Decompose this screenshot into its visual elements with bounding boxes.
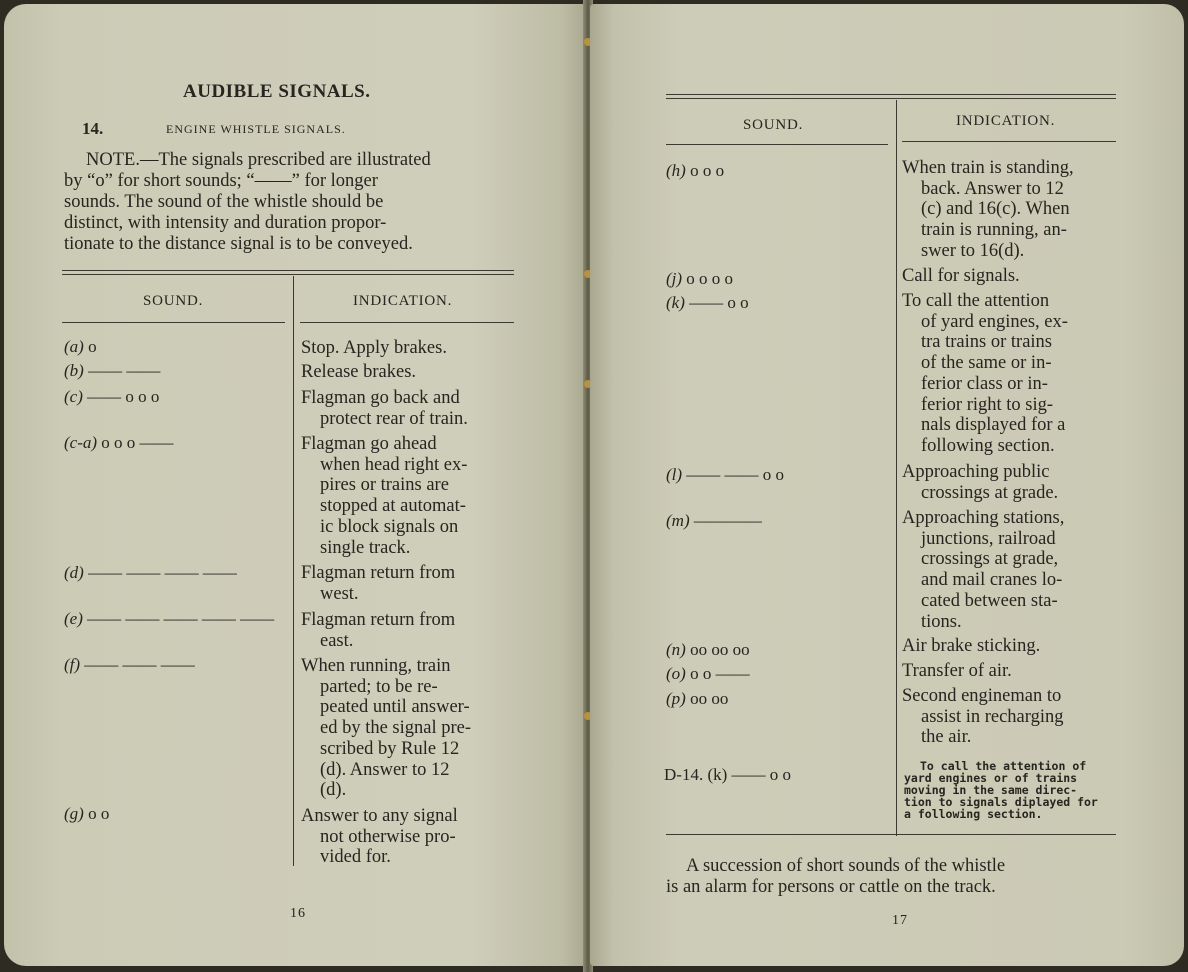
indication-line: train is running, an- bbox=[921, 220, 1067, 241]
table-top-rule bbox=[62, 270, 514, 271]
whistle-sound: o o o o bbox=[686, 269, 734, 288]
whistle-sound: o o o bbox=[690, 161, 725, 180]
note-line-3: sounds. The sound of the whistle should be bbox=[64, 192, 384, 212]
indication-text bbox=[902, 661, 1012, 682]
section-number: 14. bbox=[82, 119, 104, 138]
indication-line: Transfer of air. bbox=[902, 661, 1012, 681]
row-label: (l) bbox=[666, 465, 683, 484]
indication-line: single track. bbox=[320, 537, 411, 558]
whistle-sound: o o o —— bbox=[101, 433, 174, 452]
note-line-4: distinct, with intensity and duration propor- bbox=[64, 213, 387, 233]
row-label: D-14. (k) bbox=[664, 765, 728, 784]
table-top-rule-2 bbox=[666, 98, 1116, 99]
indication-line: of yard engines, ex- bbox=[921, 311, 1068, 332]
row-label: (p) bbox=[666, 689, 686, 708]
indication-line: When running, train bbox=[301, 656, 451, 676]
page-number: 17 bbox=[892, 913, 908, 928]
indication-text bbox=[902, 462, 1058, 503]
whistle-sound: —— —— —— —— —— bbox=[87, 609, 275, 628]
indication-line: parted; to be re- bbox=[320, 676, 438, 697]
indication-text bbox=[301, 806, 458, 868]
table-row bbox=[64, 609, 274, 629]
indication-line: ed by the signal pre- bbox=[320, 718, 472, 739]
indication-line: yard engines or of trains bbox=[904, 771, 1078, 785]
indication-line: (d). Answer to 12 bbox=[320, 759, 450, 780]
whistle-sound: —— o o bbox=[731, 765, 792, 784]
whistle-sound: ———— bbox=[693, 511, 762, 530]
indication-text bbox=[902, 636, 1040, 657]
table-row bbox=[666, 269, 733, 289]
table-row bbox=[666, 640, 750, 660]
indication-line: ferior right to sig- bbox=[921, 394, 1054, 415]
indication-line: Approaching public bbox=[902, 462, 1050, 482]
indication-line: cated between sta- bbox=[921, 590, 1058, 611]
table-row bbox=[666, 664, 750, 684]
row-label: (b) bbox=[64, 361, 84, 380]
note-line-2: by “o” for short sounds; “——” for longer bbox=[64, 171, 378, 191]
indication-line: scribed by Rule 12 bbox=[320, 738, 460, 759]
whistle-sound: o bbox=[88, 337, 97, 356]
note-line-1: NOTE.—The signals prescribed are illustrated bbox=[86, 150, 431, 170]
page-number: 16 bbox=[290, 906, 306, 921]
indication-text bbox=[902, 158, 1074, 262]
indication-line: To call the attention bbox=[902, 291, 1050, 311]
whistle-sound: oo oo bbox=[690, 689, 729, 708]
row-label: (o) bbox=[666, 664, 686, 683]
whistle-sound: —— —— bbox=[88, 361, 161, 380]
table-row bbox=[64, 563, 237, 583]
table-row bbox=[666, 293, 749, 313]
indication-line: of the same or in- bbox=[921, 353, 1052, 374]
table-row bbox=[666, 689, 728, 709]
page-title: AUDIBLE SIGNALS. bbox=[183, 81, 371, 102]
indication-line: the air. bbox=[921, 727, 972, 748]
indication-line: crossings at grade. bbox=[921, 482, 1059, 503]
note-line-5: tionate to the distance signal is to be conveyed. bbox=[64, 234, 413, 254]
whistle-sound: oo oo oo bbox=[690, 640, 750, 659]
row-label: (e) bbox=[64, 609, 83, 628]
indication-line: peated until answer- bbox=[320, 697, 470, 718]
indication-line: following section. bbox=[921, 435, 1055, 456]
table-row bbox=[64, 387, 159, 407]
table-row bbox=[64, 337, 97, 357]
indication-line: tion to signals diplayed for bbox=[904, 795, 1098, 809]
table-row bbox=[666, 465, 784, 485]
indication-text bbox=[301, 610, 455, 651]
whistle-sound: o o bbox=[88, 804, 110, 823]
row-label: (j) bbox=[666, 269, 683, 288]
row-label: (c-a) bbox=[64, 433, 98, 452]
column-header-sound: SOUND. bbox=[743, 117, 804, 133]
row-label: (a) bbox=[64, 337, 84, 356]
indication-text bbox=[902, 266, 1020, 287]
footer-line-1: A succession of short sounds of the whistle bbox=[686, 856, 1006, 876]
indication-line: not otherwise pro- bbox=[320, 826, 456, 847]
indication-line: east. bbox=[320, 630, 354, 651]
indication-line: Flagman go ahead bbox=[301, 434, 437, 454]
table-top-rule-2 bbox=[62, 274, 514, 275]
whistle-sound: —— —— —— —— bbox=[88, 563, 237, 582]
row-label: (g) bbox=[64, 804, 84, 823]
column-header-indication: INDICATION. bbox=[956, 113, 1056, 129]
indication-line: (c) and 16(c). When bbox=[921, 199, 1070, 220]
indication-text bbox=[902, 291, 1068, 457]
whistle-sound: o o —— bbox=[690, 664, 750, 683]
table-row bbox=[664, 765, 791, 785]
column-header-sound: SOUND. bbox=[143, 293, 204, 309]
table-top-rule bbox=[666, 94, 1116, 95]
row-label: (d) bbox=[64, 563, 84, 582]
section-title: ENGINE WHISTLE SIGNALS. bbox=[166, 122, 346, 136]
row-label: (k) bbox=[666, 293, 685, 312]
header-rule-indication bbox=[902, 141, 1116, 142]
indication-text bbox=[301, 388, 468, 429]
indication-line: Air brake sticking. bbox=[902, 636, 1041, 656]
table-row bbox=[64, 361, 160, 381]
table-row bbox=[666, 161, 724, 181]
indication-line: Flagman return from bbox=[301, 610, 456, 630]
header-rule-sound bbox=[666, 144, 888, 145]
indication-line: protect rear of train. bbox=[320, 408, 468, 429]
row-label: (h) bbox=[666, 161, 686, 180]
indication-line: When train is standing, bbox=[902, 158, 1074, 178]
column-divider bbox=[293, 276, 294, 866]
row-label: (c) bbox=[64, 387, 83, 406]
table-row bbox=[64, 655, 195, 675]
indication-text bbox=[301, 563, 455, 604]
row-label: (m) bbox=[666, 511, 690, 530]
indication-text bbox=[301, 362, 416, 383]
indication-line: vided for. bbox=[320, 847, 391, 868]
right-page bbox=[590, 4, 1184, 966]
indication-line: tions. bbox=[921, 611, 962, 632]
indication-line: Flagman return from bbox=[301, 563, 456, 583]
indication-text bbox=[902, 686, 1064, 748]
indication-text bbox=[301, 434, 467, 558]
indication-text bbox=[301, 338, 447, 359]
indication-line: To call the attention of bbox=[920, 759, 1087, 773]
indication-line: stopped at automat- bbox=[320, 496, 466, 517]
row-label: (f) bbox=[64, 655, 81, 674]
column-divider bbox=[896, 100, 897, 836]
indication-line: Answer to any signal bbox=[301, 806, 458, 826]
table-row bbox=[64, 433, 174, 453]
left-page bbox=[4, 4, 586, 966]
indication-line: and mail cranes lo- bbox=[921, 570, 1063, 591]
table-row bbox=[666, 511, 762, 531]
indication-text bbox=[301, 656, 471, 801]
indication-line: Release brakes. bbox=[301, 362, 417, 382]
indication-line: west. bbox=[320, 583, 359, 604]
header-rule-sound bbox=[62, 322, 285, 323]
indication-text bbox=[904, 760, 1098, 820]
header-rule-indication bbox=[300, 322, 514, 323]
indication-line: Stop. Apply brakes. bbox=[301, 338, 447, 358]
indication-line: moving in the same direc- bbox=[904, 783, 1078, 797]
column-header-indication: INDICATION. bbox=[353, 293, 453, 309]
indication-line: back. Answer to 12 bbox=[921, 178, 1064, 199]
indication-line: Call for signals. bbox=[902, 266, 1020, 286]
indication-line: Approaching stations, bbox=[902, 508, 1065, 528]
indication-line: ferior class or in- bbox=[921, 373, 1048, 394]
indication-line: (d). bbox=[320, 780, 347, 801]
whistle-sound: —— o o bbox=[689, 293, 749, 312]
table-bottom-rule bbox=[666, 834, 1116, 835]
whistle-sound: —— —— —— bbox=[84, 655, 195, 674]
row-label: (n) bbox=[666, 640, 686, 659]
indication-line: assist in recharging bbox=[921, 706, 1064, 727]
indication-line: crossings at grade, bbox=[921, 549, 1059, 570]
indication-line: pires or trains are bbox=[320, 475, 449, 496]
indication-line: nals displayed for a bbox=[921, 415, 1066, 436]
indication-line: ic block signals on bbox=[320, 516, 459, 537]
indication-line: when head right ex- bbox=[320, 454, 468, 475]
indication-line: Flagman go back and bbox=[301, 388, 460, 408]
table-row bbox=[64, 804, 109, 824]
indication-text bbox=[902, 508, 1064, 632]
whistle-sound: —— o o o bbox=[87, 387, 160, 406]
footer-line-2: is an alarm for persons or cattle on the track. bbox=[666, 877, 996, 897]
indication-line: swer to 16(d). bbox=[921, 240, 1025, 261]
indication-line: junctions, railroad bbox=[921, 528, 1056, 549]
indication-line: Second engineman to bbox=[902, 686, 1062, 706]
whistle-sound: —— —— o o bbox=[686, 465, 785, 484]
indication-line: a following section. bbox=[904, 807, 1043, 821]
indication-line: tra trains or trains bbox=[921, 332, 1052, 353]
